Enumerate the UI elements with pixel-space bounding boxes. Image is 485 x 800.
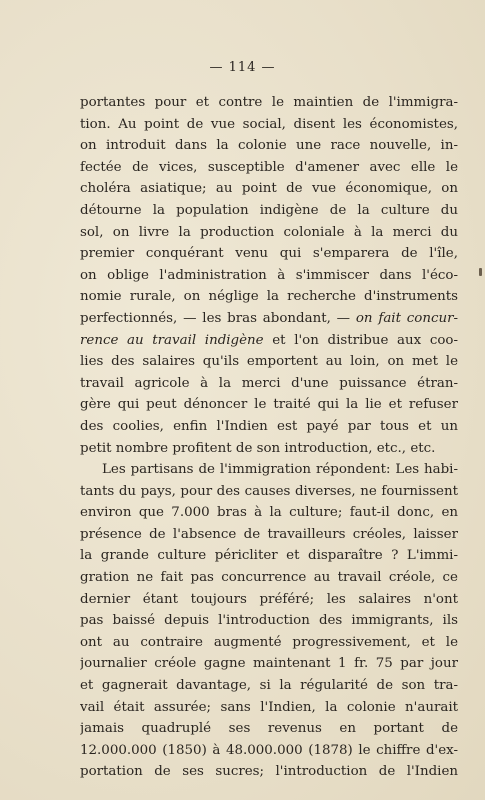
text-run: perfectionnés, — les bras abondant, — [80,310,356,326]
text-line [80,330,458,352]
paragraph-1 [80,92,458,459]
text-line: la grande culture péricliter et disparaître ? L'immi- [80,548,458,564]
paragraph-2 [80,459,458,783]
text-run: et l'on distribue aux coo- [263,332,458,348]
text-line: portantes pour et contre le maintien de l'immigra- [80,95,458,110]
text-line: tion. Au point de vue social, disent les économistes, [80,116,458,132]
italic-phrase: on fait concur- [355,310,458,326]
text-line: choléra asiatique; au point de vue économique, on [80,181,458,197]
text-line: des coolies, enfin l'Indien est payé par tous et un [80,418,458,434]
italic-phrase: rence au travail indigène [80,332,264,348]
text-line: portation de ses sucres; l'introduction de l'Indien [80,764,458,780]
text-line: on introduit dans la colonie une race nouvelle, in- [80,138,458,154]
text-line: on oblige l'administration à s'immiscer dans l'éco- [80,267,458,283]
text-line: petit nombre profitent de son introduction, etc., etc. [80,440,436,456]
page-edge-mark [479,268,482,276]
text-line: vail était assurée; sans l'Indien, la colonie n'aurait [80,699,458,715]
text-line: sol, on livre la production coloniale à la merci du [80,224,458,240]
text-line: Les partisans de l'immigration répondent: Les habi- [102,462,458,478]
text-line: tants du pays, pour des causes diverses, ne fournissent [80,483,458,499]
text-line: détourne la population indigène de la culture du [80,202,458,218]
text-line: environ que 7.000 bras à la culture; faut-il donc, en [80,505,458,521]
body-text [80,92,458,783]
page-number: — 114 — [209,60,276,75]
text-line: pas baissé depuis l'introduction des immigrants, ils [80,613,458,629]
text-line: lies des salaires qu'ils emportent au loin, on met le [80,354,458,370]
text-line [80,308,458,330]
text-line: fectée de vices, susceptible d'amener avec elle le [80,159,458,175]
text-line: travail agricole à la merci d'une puissance étran- [80,375,458,391]
text-line: présence de l'absence de travailleurs créoles, laisser [80,526,458,542]
text-line: gère qui peut dénoncer le traité qui la lie et refuser [80,397,458,413]
text-line: gration ne fait pas concurrence au travail créole, ce [80,570,458,586]
text-line: premier conquérant venu qui s'emparera de l'île, [80,246,458,262]
text-line: jamais quadruplé ses revenus en portant de [80,721,458,737]
text-line: dernier étant toujours préféré; les salaires n'ont [80,591,458,607]
text-line: nomie rurale, on néglige la recherche d'instruments [80,289,458,305]
text-line: et gagnerait davantage, si la régularité de son tra- [80,678,458,694]
text-line: journalier créole gagne maintenant 1 fr. 75 par jour [80,656,458,672]
text-line: 12.000.000 (1850) à 48.000.000 (1878) le chiffre d'ex- [80,742,458,758]
text-line: ont au contraire augmenté progressivement, et le [80,634,458,650]
